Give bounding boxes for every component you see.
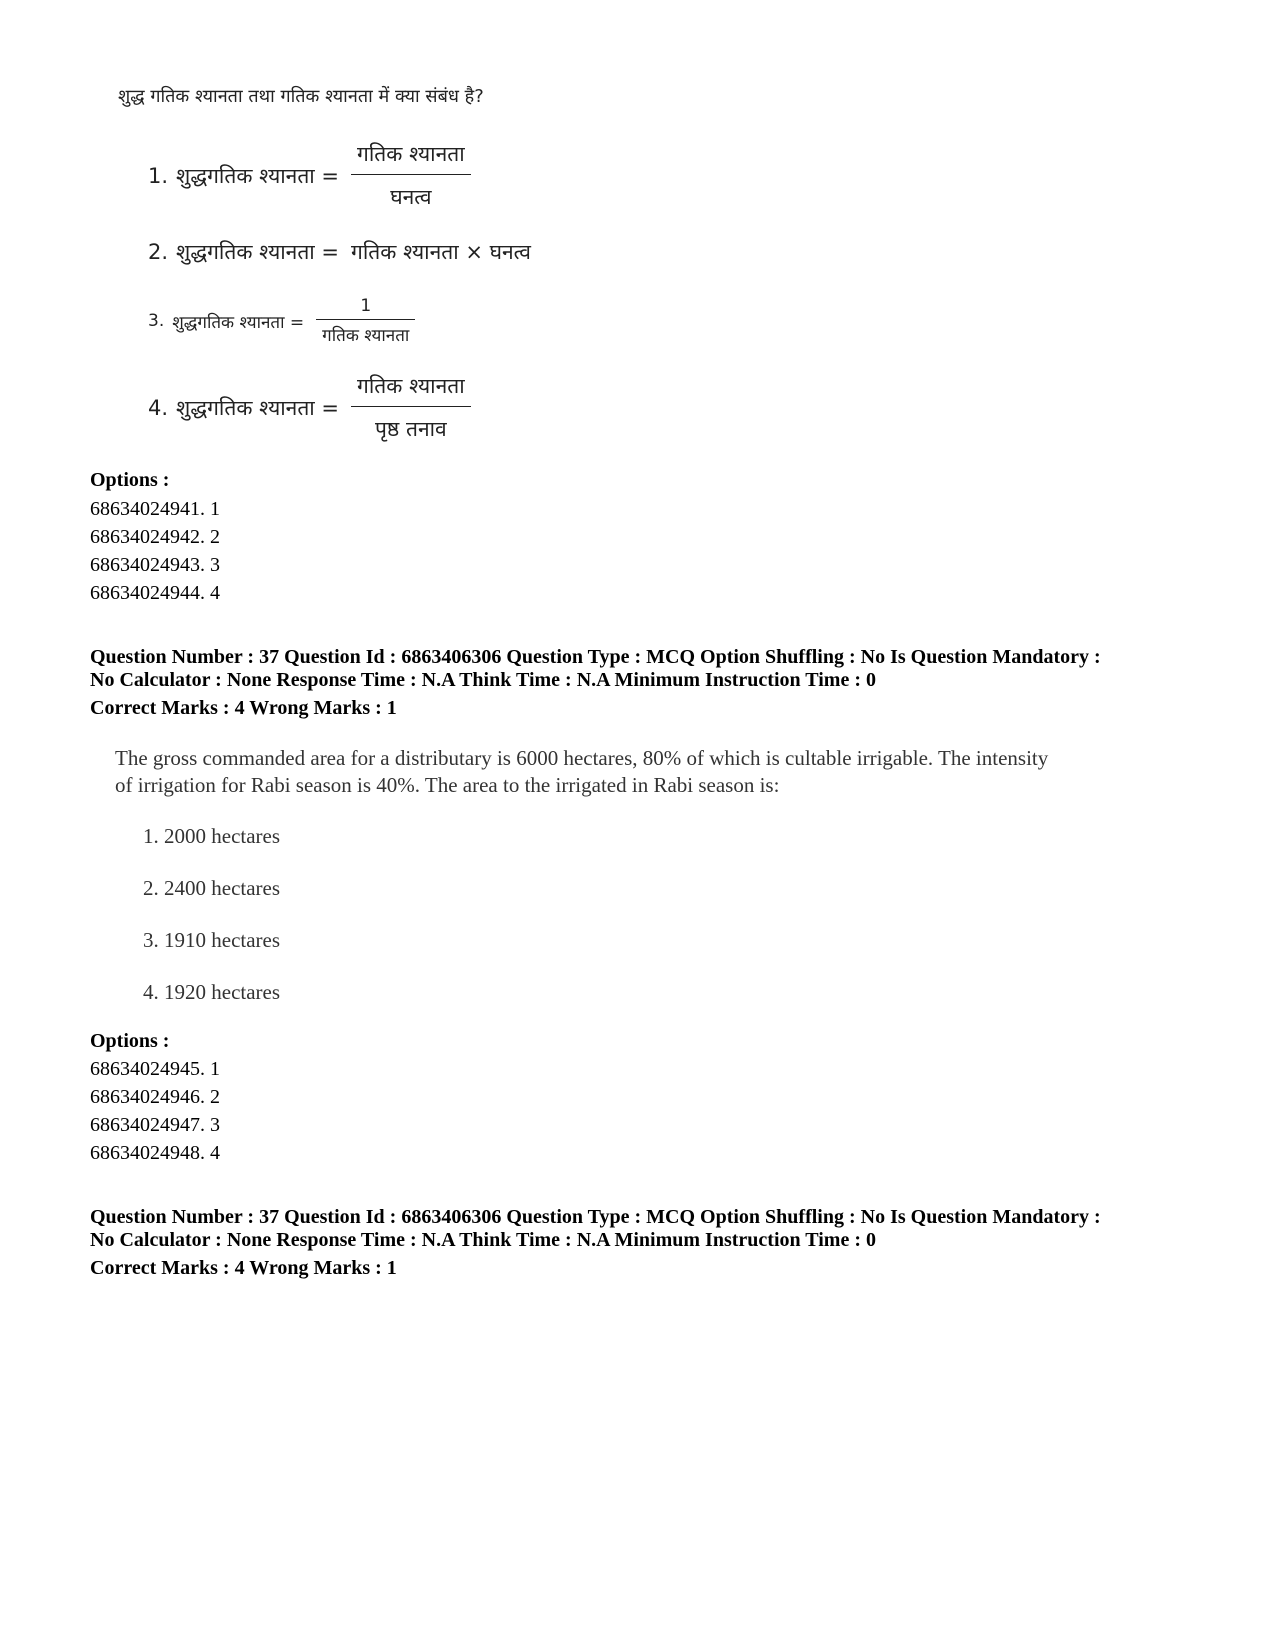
answer-option-2: 2. 2400 hectares — [143, 876, 281, 900]
option-id-line: 68634024948. 4 — [90, 1142, 220, 1164]
denominator: घनत्व — [390, 185, 432, 209]
option-id-line: 68634024945. 1 — [90, 1058, 220, 1080]
hindi-option-1 — [148, 140, 471, 211]
option-id-line: 68634024947. 3 — [90, 1114, 220, 1136]
question-meta-line-2: No Calculator : None Response Time : N.A Think Time : N.A Minimum Instruction Time : 0 — [90, 1229, 876, 1251]
option-number: 3. — [148, 311, 165, 331]
question-text-line-2: of irrigation for Rabi season is 40%. The area to the irrigated in Rabi season is: — [115, 773, 780, 797]
fraction — [316, 296, 415, 346]
numerator: गतिक श्यानता — [357, 142, 465, 166]
question-meta-line-1: Question Number : 37 Question Id : 6863406306 Question Type : MCQ Option Shuffling : No Is Question Mandatory : — [90, 646, 1101, 668]
option-lhs: शुद्धगतिक श्यानता = — [176, 395, 340, 420]
options-heading: Options : — [90, 1030, 170, 1052]
option-lhs: शुद्धगतिक श्यानता = — [176, 240, 340, 264]
option-number: 2. — [148, 240, 169, 264]
fraction — [351, 140, 471, 211]
numerator: 1 — [360, 296, 372, 316]
answer-option-4: 4. 1920 hectares — [143, 980, 281, 1004]
hindi-option-3 — [148, 296, 415, 346]
hindi-option-2 — [148, 238, 531, 266]
option-lhs: शुद्धगतिक श्यानता = — [176, 163, 340, 188]
option-id-line: 68634024942. 2 — [90, 526, 220, 548]
question-text-line-1: The gross commanded area for a distributary is 6000 hectares, 80% of which is cultable irrigable. The intensity — [115, 746, 1049, 770]
fraction — [351, 372, 471, 443]
hindi-option-4 — [148, 372, 471, 443]
question-marks: Correct Marks : 4 Wrong Marks : 1 — [90, 1257, 397, 1279]
options-heading: Options : — [90, 469, 170, 491]
answer-option-3: 3. 1910 hectares — [143, 928, 281, 952]
option-id-line: 68634024941. 1 — [90, 498, 220, 520]
answer-option-1: 1. 2000 hectares — [143, 824, 281, 848]
option-id-line: 68634024943. 3 — [90, 554, 220, 576]
option-expression: गतिक श्यानता × घनत्व — [351, 240, 531, 264]
denominator: गतिक श्यानता — [322, 326, 410, 346]
option-id-line: 68634024946. 2 — [90, 1086, 220, 1108]
question-marks: Correct Marks : 4 Wrong Marks : 1 — [90, 697, 397, 719]
denominator: पृष्ठ तनाव — [375, 417, 447, 441]
question-meta-line-1: Question Number : 37 Question Id : 6863406306 Question Type : MCQ Option Shuffling : No Is Question Mandatory : — [90, 1206, 1101, 1228]
hindi-question-text: शुद्ध गतिक श्यानता तथा गतिक श्यानता में क्या संबंध है? — [118, 86, 484, 107]
numerator: गतिक श्यानता — [357, 374, 465, 398]
option-number: 4. — [148, 395, 169, 420]
option-id-line: 68634024944. 4 — [90, 582, 220, 604]
option-lhs: शुद्धगतिक श्यानता = — [172, 312, 305, 333]
option-number: 1. — [148, 163, 169, 188]
question-meta-line-2: No Calculator : None Response Time : N.A Think Time : N.A Minimum Instruction Time : 0 — [90, 669, 876, 691]
